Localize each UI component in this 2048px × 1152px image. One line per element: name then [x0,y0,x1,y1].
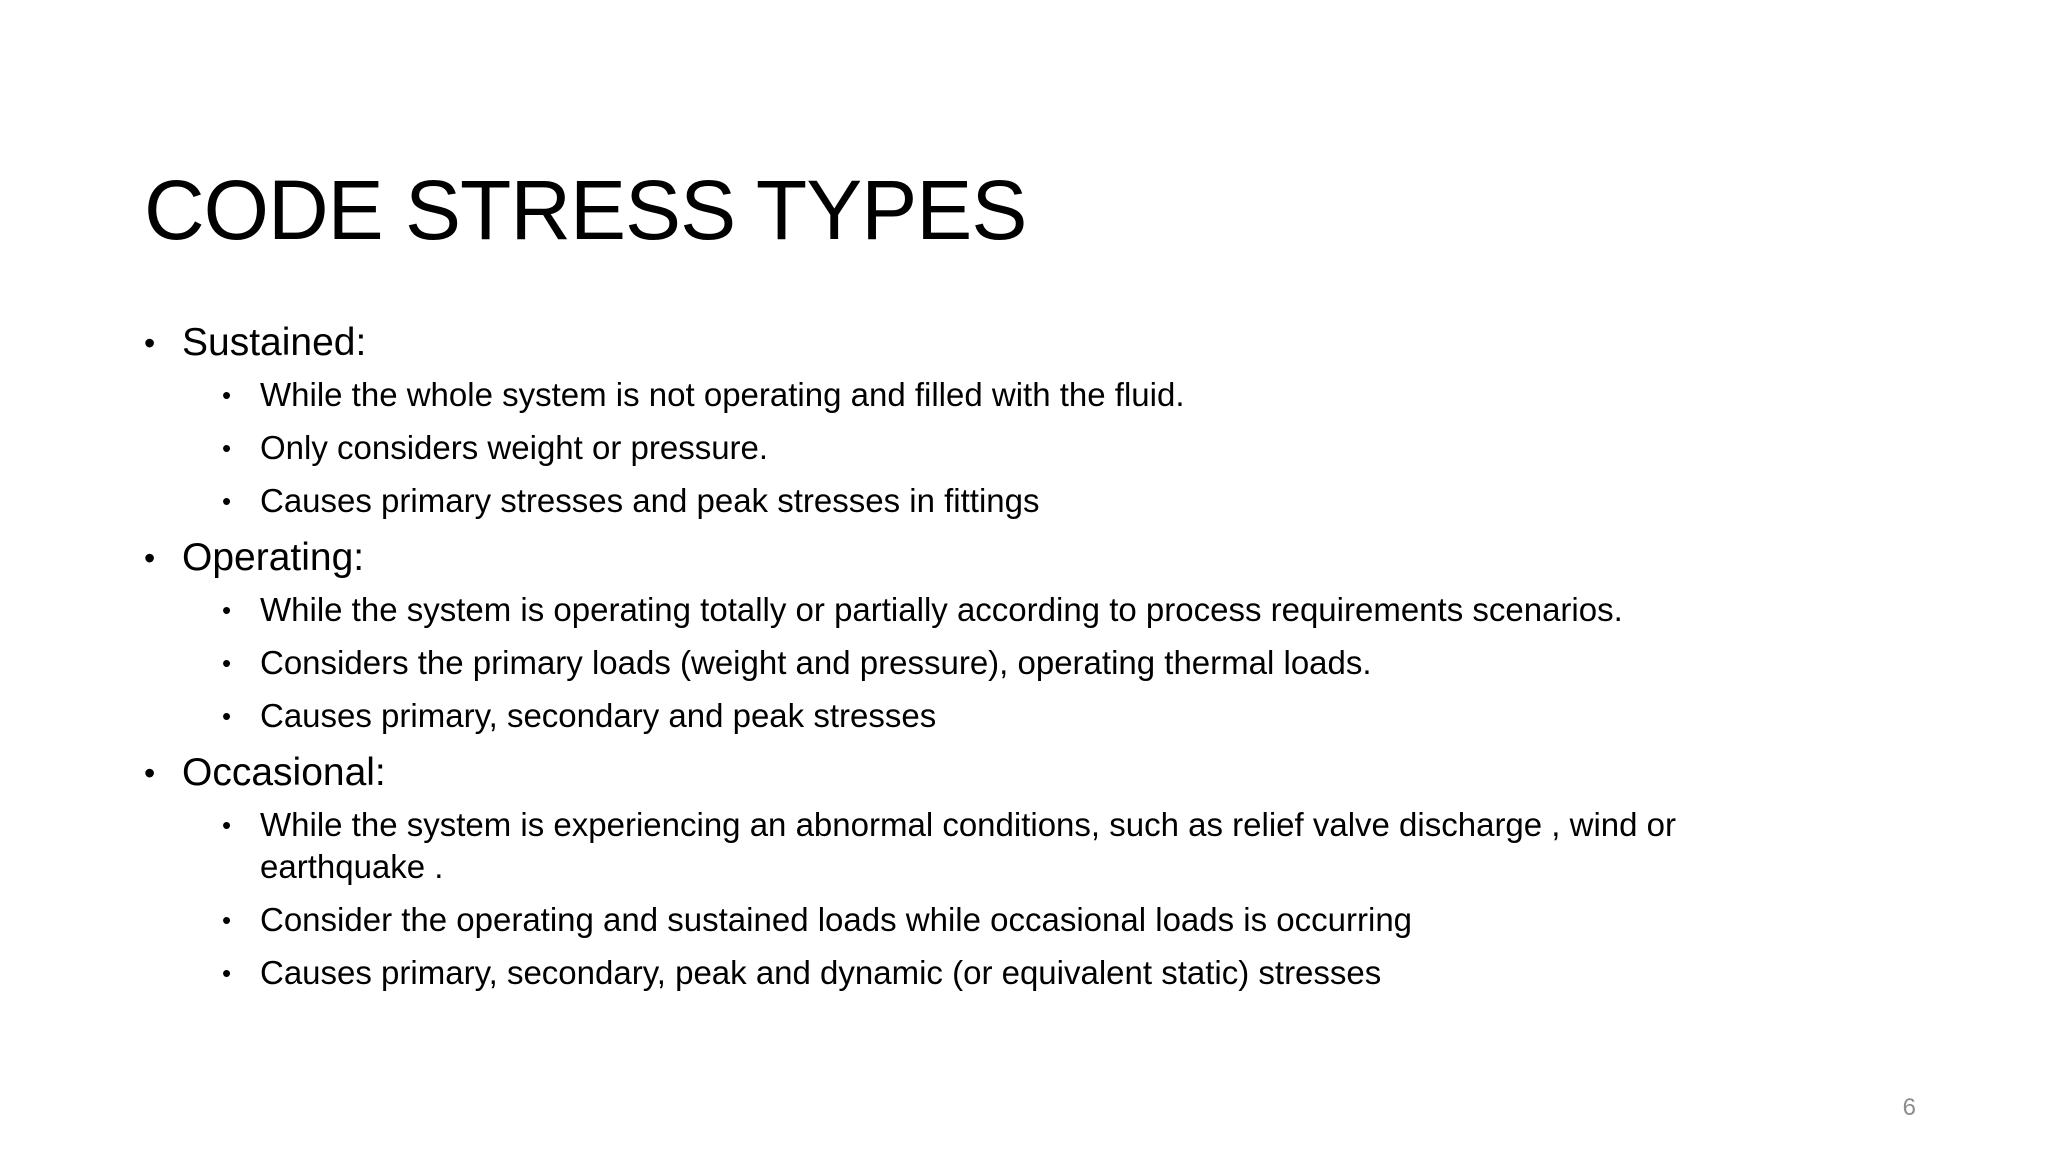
list-item [144,952,1824,994]
bullet-icon: • [222,380,232,410]
bullet-icon: • [144,325,156,361]
sub-bullet-list [144,374,1844,522]
section-occasional [144,748,1844,994]
bullet-icon: • [222,958,232,988]
list-item-text: Causes primary stresses and peak stresses in fittings [260,482,1040,519]
sub-bullet-list [144,589,1844,737]
bullet-icon: • [222,701,232,731]
bullet-icon: • [144,755,156,791]
page-number: 6 [1902,1094,1916,1121]
section-operating [144,533,1844,737]
bullet-icon: • [222,595,232,625]
list-item [144,427,1824,469]
list-item [144,804,1824,888]
bullet-icon: • [222,905,232,935]
sub-bullet-list [144,804,1844,994]
list-item [144,899,1824,941]
list-item-text: Consider the operating and sustained loads while occasional loads is occurring [260,901,1413,938]
list-item-text: While the system is operating totally or partially according to process requirements scenarios. [260,591,1623,628]
section-sustained [144,318,1844,522]
list-item-text: Considers the primary loads (weight and pressure), operating thermal loads. [260,644,1372,681]
bullet-icon: • [222,486,232,516]
list-item [144,480,1824,522]
bullet-icon: • [222,648,232,678]
list-item [144,695,1824,737]
section-heading-text: Operating: [182,536,365,579]
section-heading [144,748,1844,798]
section-heading-text: Sustained: [182,321,367,364]
slide-title: CODE STRESS TYPES [144,163,1027,257]
list-item-text: Only considers weight or pressure. [260,429,769,466]
section-heading-text: Occasional: [182,751,386,794]
bullet-content [144,318,1844,1005]
list-item-text: While the system is experiencing an abnormal conditions, such as relief valve discharge , wind or earthquake . [260,806,1677,885]
list-item-text: Causes primary, secondary, peak and dynamic (or equivalent static) stresses [260,954,1382,991]
bullet-icon: • [222,810,232,840]
list-item [144,374,1824,416]
section-heading [144,533,1844,583]
list-item-text: Causes primary, secondary and peak stresses [260,697,937,734]
bullet-icon: • [222,433,232,463]
bullet-icon: • [144,540,156,576]
section-heading [144,318,1844,368]
list-item [144,642,1824,684]
list-item-text: While the whole system is not operating and filled with the fluid. [260,376,1185,413]
list-item [144,589,1824,631]
